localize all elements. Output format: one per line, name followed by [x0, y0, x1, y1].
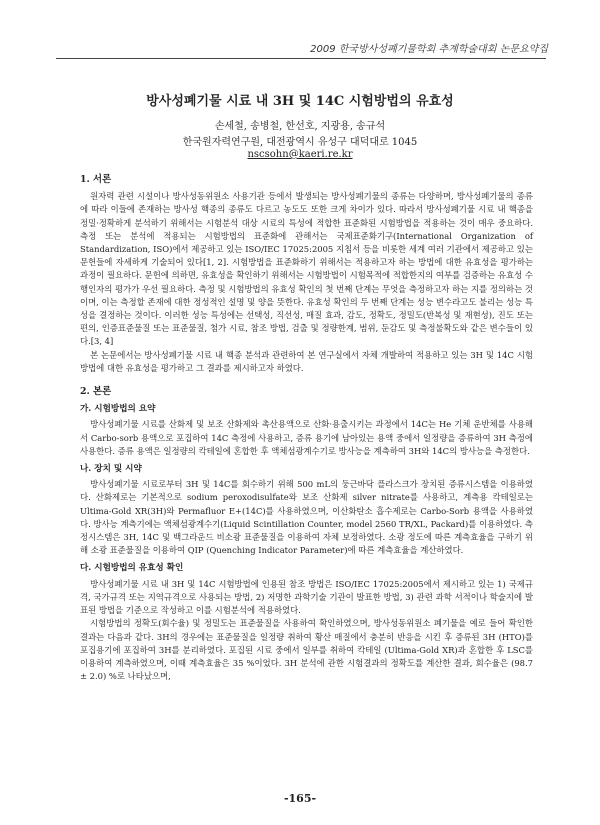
- running-header: 2009 한국방사성폐기물학회 추계학술대회 논문요약집: [310, 44, 548, 55]
- affiliation: 한국원자력연구원, 대전광역시 유성구 대덕대로 1045: [182, 137, 418, 148]
- author-list: 손세철, 송병철, 한선호, 지광용, 송규석: [214, 121, 386, 132]
- section-heading-body: 2. 본론: [80, 386, 112, 398]
- subsection-heading-apparatus: 나. 장치 및 시약: [80, 464, 142, 475]
- summary-paragraph: 방사성폐기물 시료를 산화제 및 보조 산화제와 촉산용액으로 산화·용출시키는 과정에서 14C는 He 기체 운반체를 사용해서 Carbo-sorb 용액으로 포집하여 14C 측정에 사용하고, 증류 용기에 남아있는 용액 중에서 일정량을 증류하여 3H 측정에 사용한다. 증류 용액은 일정량의 칵테일에 혼합한 후 액체섬광계수기로 방사능을 계측하여 3H와 14C의 방사능을 측정한다.: [80, 419, 533, 456]
- header-rule: [56, 58, 546, 59]
- intro-paragraph-2: 본 논문에서는 방사성폐기물 시료 내 핵종 분석과 관련하여 본 연구실에서 자체 개발하여 적용하고 있는 3H 및 14C 시험방법에 대한 유효성을 평가하고 그 결과를 제시하고자 하였다.: [80, 349, 533, 373]
- paper-body: [80, 173, 533, 683]
- contact-email: nscsohn@kaeri.re.kr: [247, 149, 353, 160]
- section-heading-intro: 1. 서론: [80, 174, 112, 185]
- subsection-heading-validation: 다. 시험방법의 유효성 확인: [80, 563, 184, 574]
- validation-paragraph-2: 시험방법의 정확도(회수율) 및 정밀도는 표준물질을 사용하여 확인하였으며, 방사성동위원소 폐기물을 예로 들어 확인한 결과는 다음과 같다. 3H의 경우에는 표준물질을 일정량 취하여 황산 매질에서 충분히 반응을 시킨 후 증류된 3H (HTO)를 포집용기에 포집하여 3H를 분리하였다. 포집된 시료 중에서 일부를 취하여 칵테일 (Ultima-Gold XR)과 혼합한 후 LSC를 이용하여 계측하였으며, 이때 계측효율은 35 %이었다. 3H 분석에 관한 시험결과의 정확도를 계산한 결과, 회수율은 (98.7 ± 2.0) %로 나타났으며,: [80, 618, 533, 682]
- intro-paragraph-1: 원자력 관련 시설이나 방사성동위원소 사용기관 등에서 발생되는 방사성폐기물의 종류는 다양하며, 방사성폐기물의 종류에 따라 이들에 존재하는 방사성 핵종의 종류도 다르고 농도도 또한 크게 차이가 있다. 따라서 방사성폐기물 시료 내 핵종을 정밀·정확하게 분석하기 위해서는 시험분석 대상 시료의 특성에 적합한 표준화된 시험방법을 적용하는 것이 매우 중요하다. 측정 또는 분석에 적용되는 시험방법의 표준화에 관해서는 국제표준화기구(International Organization of Standardization, ISO)에서 제공하고 있는 ISO/IEC 17025:2005 지침서 등을 비롯한 세계 여러 기관에서 제공하고 있는 문헌들에 자세하게 기술되어 있다[1, 2]. 시험방법을 표준화하기 위해서는 적용하고자 하는 방법에 대한 유효성을 평가하는 과정이 필요하다. 문헌에 의하면, 유효성을 확인하기 위해서는 시험방법이 시험목적에 적합한지의 여부를 검증하는 유효성 수행인자의 평가가 우선 필요하다. 측정 및 시험방법의 유효성 확인의 첫 번째 단계는 무엇을 측정하고자 하는 지를 정의하는 것이며, 이는 측정할 존재에 대한 정성적인 설명 및 양을 뜻한다. 유효성 확인의 두 번째 단계는 성능 변수라고도 불리는 성능 특성을 결정하는 것이다. 이러한 성능 특성에는 선택성, 직선성, 매질 효과, 감도, 정확도, 정밀도(반복성 및 재현성), 진도 또는 편의, 인증표준물질 또는 표준물질, 첨가 시료, 참조 방법, 검출 및 정량한계, 범위, 둔감도 및 측정불확도와 같은 변수들이 있다.[3, 4]: [80, 191, 533, 347]
- subsection-heading-summary: 가. 시험방법의 요약: [80, 404, 156, 415]
- validation-paragraph-1: 방사성폐기물 시료 내 3H 및 14C 시험방법에 인용된 참조 방법은 ISO/IEC 17025:2005에서 제시하고 있는 1) 국제규격, 국가규격 또는 지역규격으로 사용되는 방법, 2) 저명한 과학기술 기관이 발표한 방법, 3) 관련 과학 서적이나 학술지에 발표된 방법을 기준으로 작성하고 이를 시험분석에 적용하였다.: [80, 578, 533, 616]
- paper-title: 방사성폐기물 시료 내 3H 및 14C 시험방법의 유효성: [146, 94, 454, 109]
- apparatus-paragraph: 방사성폐기물 시료로부터 3H 및 14C를 회수하기 위해 500 mL의 둥근바닥 플라스크가 장치된 증류시스템을 이용하였다. 산화제로는 기본적으로 sodium peroxodisulfate와 보조 산화제 silver nitrate를 사용하고, 계측용 칵테일로는 Ultima-Gold XR(3H)와 Permafluor E+(14C)를 사용하였으며, 이산화탄소 흡수제로는 Carbo-Sorb 용액을 사용하였다. 방사능 계측기에는 액체섬광계수기(Liquid Scintillation Counter, model 2560 TR/XL, Packard)를 이용하였다. 측정시스템은 3H, 14C 및 백그라운드 비소광 표준물질을 이용하여 자체 보정하였다. 소광 정도에 따른 계측효율을 구하기 위해 소광 표준물질을 이용하여 QIP (Quenching Indicator Parameter)에 따른 계측효율을 계산하였다.: [80, 479, 533, 556]
- page-number: -165-: [283, 792, 317, 805]
